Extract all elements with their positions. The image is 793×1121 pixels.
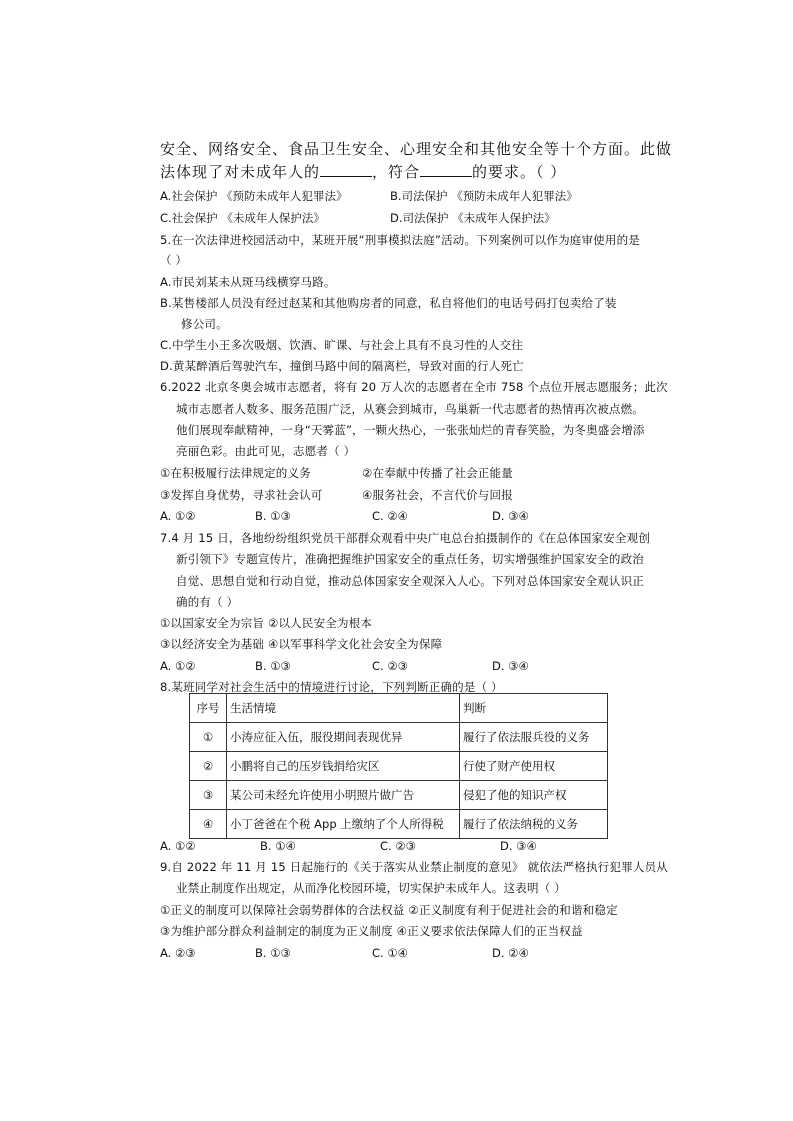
q6-statement-3: ③发挥自身优势，寻求社会认可 (160, 488, 323, 502)
q6-statement-4: ④服务社会，不言代价与回报 (362, 488, 513, 502)
table-row (190, 723, 608, 752)
q9-stem-line2: 业禁止制度作出规定，从而净化校园环境，切实保护未成年人。这表明（ ） (176, 881, 566, 895)
q7-option-b: B. ①③ (255, 659, 291, 673)
q6-stem-line4: 亮丽色彩。由此可见，志愿者（ ） (176, 444, 356, 458)
q8-row1-situation: 小涛应征入伍，服役期间表现优异 (227, 723, 460, 752)
q4-option-b: B.司法保护 《预防未成年人犯罪法》 (390, 189, 578, 203)
q8-row3-situation: 某公司未经允许使用小明照片做广告 (227, 781, 460, 810)
q4-option-d: D.司法保护 《未成年人保护法》 (390, 211, 556, 225)
q8-table (189, 693, 608, 839)
q8-row2-number: ② (190, 752, 227, 781)
q9-option-d: D. ②④ (492, 946, 529, 960)
q4-stem-line1: 安全、网络安全、食品卫生安全、心理安全和其他安全等十个方面。此做 (160, 140, 673, 158)
q8-row2-judgment: 行使了财产使用权 (460, 752, 608, 781)
table-row (190, 810, 608, 839)
q7-stem-line2: 新引领下》专题宣传片，准确把握维护国家安全的重点任务，切实增强维护国家安全的政治 (176, 552, 644, 566)
q9-option-a: A. ②③ (160, 946, 196, 960)
table-row (190, 752, 608, 781)
q8-header-number: 序号 (190, 694, 227, 723)
q9-statements-3-4: ③为维护部分群众利益制定的制度为正义制度 ④正义要求依法保障人们的正当权益 (160, 924, 583, 938)
q4-blank-2 (420, 164, 472, 177)
q8-option-c: C. ②③ (380, 839, 416, 853)
q7-option-c: C. ②③ (372, 659, 408, 673)
q8-row4-number: ④ (190, 810, 227, 839)
q6-option-d: D. ③④ (492, 509, 529, 523)
q8-row3-judgment: 侵犯了他的知识产权 (460, 781, 608, 810)
q6-option-a: A. ①② (160, 509, 196, 523)
q8-row2-situation: 小鹏将自己的压岁钱捐给灾区 (227, 752, 460, 781)
q9-statements-1-2: ①正义的制度可以保障社会弱势群体的合法权益 ②正义制度有利于促进社会的和谐和稳定 (160, 903, 618, 917)
q8-option-d: D. ③④ (500, 839, 537, 853)
q9-stem-line1: 9.自 2022 年 11 月 15 日起施行的《关于落实从业禁止制度的意见》 就依法严格执行犯罪人员从 (160, 860, 668, 874)
q8-table-header (190, 694, 608, 723)
q7-statements-1-2: ①以国家安全为宗旨 ②以人民安全为根本 (160, 616, 373, 630)
q8-row1-number: ① (190, 723, 227, 752)
q6-stem-line2: 城市志愿者人数多、服务范围广泛，从赛会到城市，鸟巢新一代志愿者的热情再次被点燃。 (176, 402, 644, 416)
q4-blank-1 (320, 164, 372, 177)
q7-stem-line4: 确的有（ ） (176, 595, 239, 609)
q9-option-b: B. ①③ (255, 946, 291, 960)
q8-row1-judgment: 履行了依法服兵役的义务 (460, 723, 608, 752)
q8-option-b: B. ①④ (260, 839, 296, 853)
q8-header-judgment: 判断 (460, 694, 608, 723)
q8-stem: 8.某班同学对社会生活中的情境进行讨论，下列判断正确的是（ ） (160, 680, 503, 694)
q4-stem-part2: ，符合 (372, 163, 421, 181)
q7-option-d: D. ③④ (492, 659, 529, 673)
q5-stem-line2: （ ） (160, 253, 188, 267)
q8-row3-number: ③ (190, 781, 227, 810)
q6-statement-2: ②在奉献中传播了社会正能量 (362, 466, 513, 480)
q4-option-c: C.社会保护 《未成年人保护法》 (160, 211, 325, 225)
q6-statement-1: ①在积极履行法律规定的义务 (160, 466, 311, 480)
q5-option-a: A.市民刘某未从斑马线横穿马路。 (160, 275, 336, 289)
q4-stem-part1: 法体现了对未成年人的 (160, 163, 321, 181)
q7-stem-line1: 7.4 月 15 日，各地纷纷组织党员干部群众观看中央广电总台拍摄制作的《在总体国家安全观创 (160, 531, 651, 545)
q5-stem-line1: 5.在一次法律进校园活动中，某班开展“刑事模拟法庭”活动。下列案例可以作为庭审使用的是 (160, 233, 640, 247)
q4-stem-line2 (160, 162, 566, 182)
q5-option-b-line2: 修公司。 (181, 317, 228, 331)
q5-option-b-line1: B.某售楼部人员没有经过赵某和其他购房者的同意，私自将他们的电话号码打包卖给了装 (160, 296, 617, 310)
q6-stem-line3: 他们展现奉献精神，一身“天雾蓝”，一颗火热心，一张张灿烂的青春笑脸，为冬奥盛会增添 (176, 423, 645, 437)
q5-option-d: D.黄某醉酒后驾驶汽车，撞倒马路中间的隔离栏，导致对面的行人死亡 (160, 359, 524, 373)
q4-option-a: A.社会保护 《预防未成年人犯罪法》 (160, 189, 348, 203)
q8-header-situation: 生活情境 (227, 694, 460, 723)
q6-stem-line1: 6.2022 北京冬奥会城市志愿者，将有 20 万人次的志愿者在全市 758 个点位开展志愿服务；此次 (160, 380, 668, 394)
q6-option-b: B. ①③ (255, 509, 291, 523)
q4-stem-part3: 的要求。（ ） (472, 163, 567, 181)
q8-row4-judgment: 履行了依法纳税的义务 (460, 810, 608, 839)
q5-option-c: C.中学生小王多次吸烟、饮酒、旷课、与社会上具有不良习性的人交往 (160, 338, 524, 352)
q8-row4-situation: 小丁爸爸在个税 App 上缴纳了个人所得税 (227, 810, 460, 839)
q6-option-c: C. ②④ (372, 509, 408, 523)
q8-option-a: A. ①② (160, 839, 196, 853)
q7-option-a: A. ①② (160, 659, 196, 673)
q7-stem-line3: 自觉、思想自觉和行动自觉，推动总体国家安全观深入人心。下列对总体国家安全观认识正 (176, 574, 644, 588)
q7-statements-3-4: ③以经济安全为基础 ④以军事科学文化社会安全为保障 (160, 637, 443, 651)
table-row (190, 781, 608, 810)
q9-option-c: C. ①④ (372, 946, 408, 960)
